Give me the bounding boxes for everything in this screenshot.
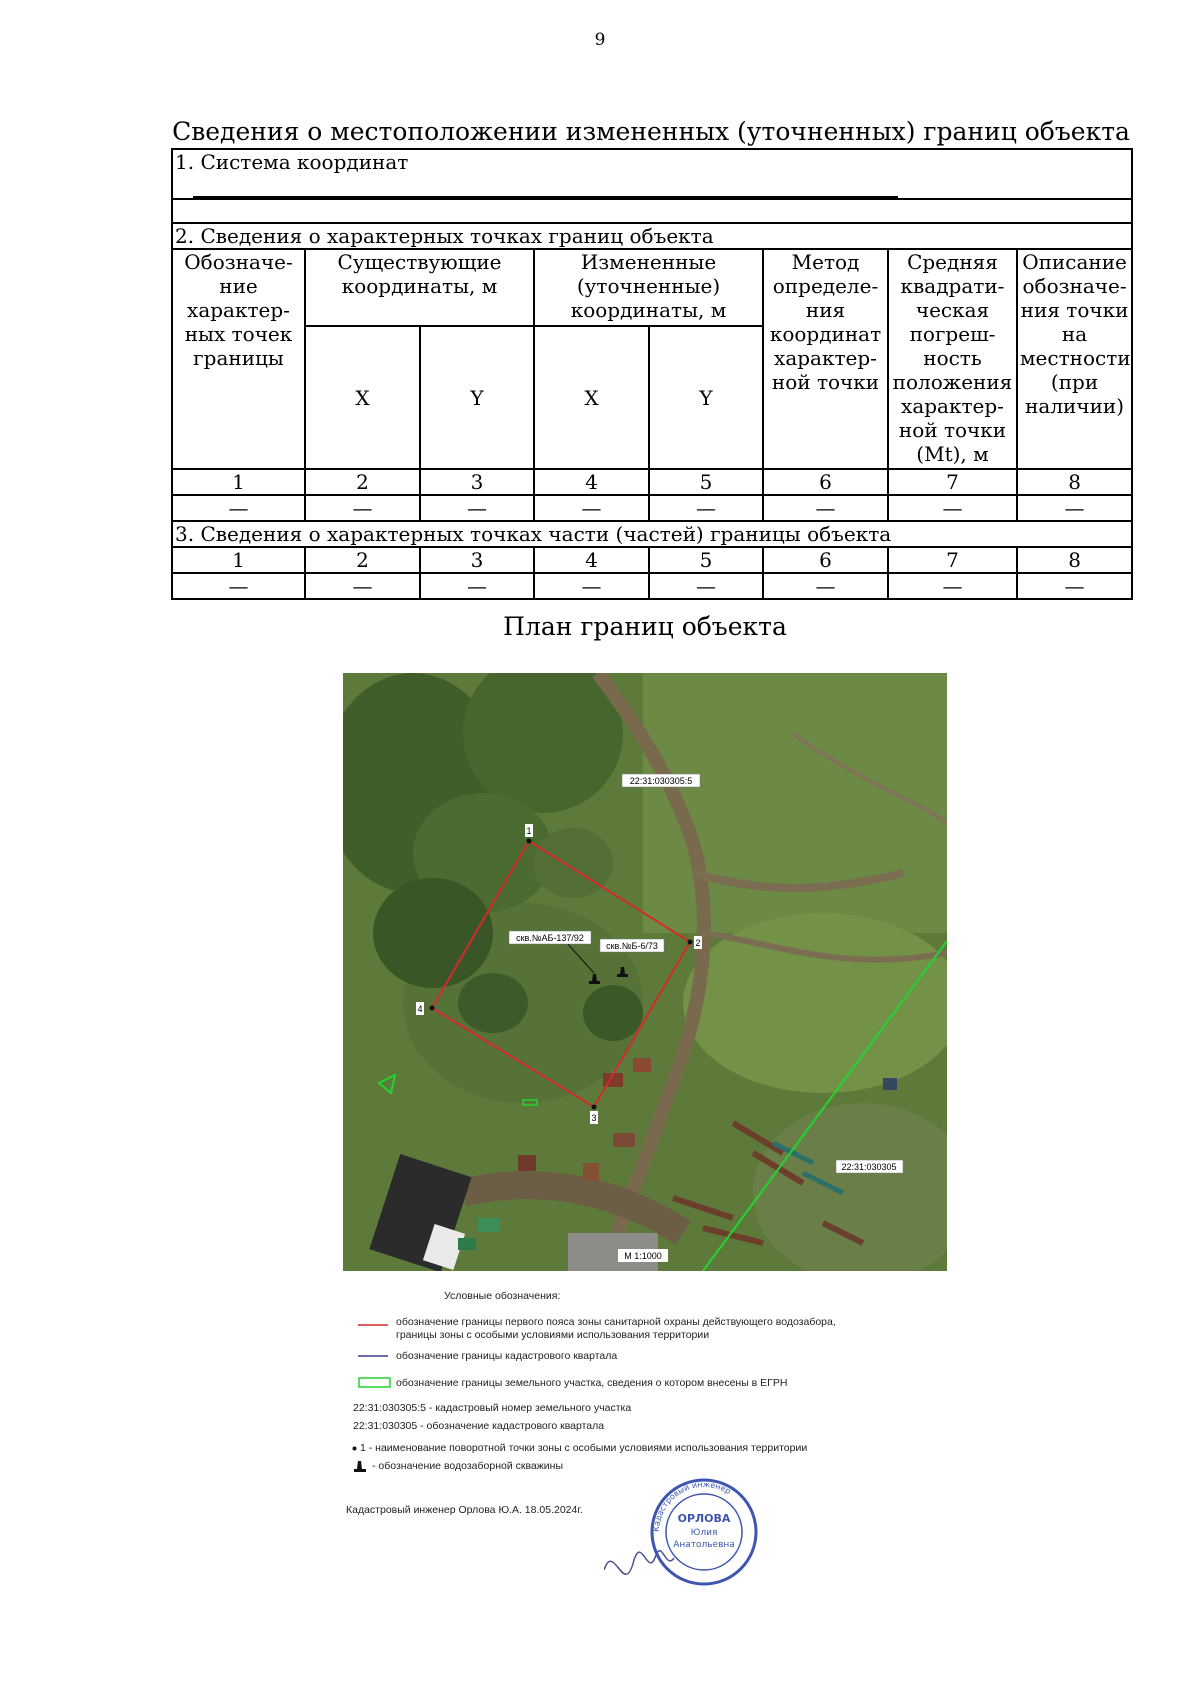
dash-cell: —	[420, 495, 534, 521]
point-dot-icon	[352, 1446, 357, 1451]
red-line-swatch	[358, 1323, 388, 1327]
col-number: 4	[534, 547, 649, 573]
structure	[583, 1163, 599, 1181]
dash-cell: —	[172, 495, 305, 521]
signature-line: Кадастровый инженер Орлова Ю.А. 18.05.2024г.	[346, 1504, 583, 1516]
header-mean-error: Средняя квадрати- ческая погреш- ность положения характер- ной точки (Mt), м	[888, 249, 1017, 469]
col-number: 2	[305, 547, 420, 573]
coord-system-blank-line	[193, 180, 898, 198]
point-label-1: 1	[526, 826, 532, 836]
header-description: Описание обозначе- ния точки на местности (при наличии)	[1017, 249, 1132, 469]
stamp-name-line-2: Юлия	[690, 1528, 718, 1538]
dash-row	[172, 495, 1132, 521]
engineer-stamp	[604, 1460, 764, 1620]
blue-line-swatch	[358, 1354, 388, 1358]
col-number: 7	[888, 547, 1017, 573]
dash-cell: —	[888, 573, 1017, 599]
legend-text-parcel-border: обозначение границы земельного участка, сведения о котором внесены в ЕГРН	[396, 1377, 788, 1389]
header-changed-x: X	[534, 326, 649, 469]
col-number: 7	[888, 469, 1017, 495]
page-number: 9	[594, 30, 606, 50]
structure	[613, 1133, 635, 1147]
legend-text-quarter-number: 22:31:030305 - обозначение кадастрового квартала	[353, 1420, 605, 1432]
col-number: 8	[1017, 547, 1132, 573]
col-number: 4	[534, 469, 649, 495]
vehicle	[458, 1238, 476, 1250]
dash-cell: —	[172, 573, 305, 599]
section-title: Сведения о местоположении измененных (уточненных) границ объекта	[172, 117, 1130, 146]
dash-cell: —	[534, 495, 649, 521]
map-scale-label: М 1:1000	[624, 1251, 662, 1261]
dash-cell: —	[420, 573, 534, 599]
structure	[518, 1155, 536, 1171]
header-changed-coords: Измененные (уточненные) координаты, м	[534, 249, 763, 326]
tree-canopy	[583, 985, 643, 1041]
tree-canopy	[458, 973, 528, 1033]
col-number: 1	[172, 469, 305, 495]
well-label-ab-137-92: скв.№АБ-137/92	[516, 933, 584, 943]
legend-text-parcel-number: 22:31:030305:5 - кадастровый номер земельного участка	[353, 1402, 632, 1414]
coord-system-row	[172, 149, 1132, 199]
header-method: Метод определе- ния координат характер- ной точки	[763, 249, 888, 469]
dash-cell: —	[649, 573, 763, 599]
well-label-b-6-73: скв.№Б-6/73	[606, 941, 658, 951]
section-2-label: 2. Сведения о характерных точках границ объекта	[172, 223, 1132, 249]
point-label-2: 2	[695, 938, 701, 948]
dash-cell: —	[763, 573, 888, 599]
col-number: 3	[420, 469, 534, 495]
dash-cell: —	[534, 573, 649, 599]
header-point-designation: Обозначе- ние характер- ных точек границы	[172, 249, 305, 469]
dash-cell: —	[305, 495, 420, 521]
dash-cell: —	[888, 495, 1017, 521]
structure	[633, 1058, 651, 1072]
stamp-name-line-1: ОРЛОВА	[677, 1512, 731, 1525]
dash-cell: —	[763, 495, 888, 521]
structure	[883, 1078, 897, 1090]
point-label-4: 4	[417, 1004, 423, 1014]
legend-text-well: - обозначение водозаборной скважины	[372, 1460, 564, 1472]
dash-cell: —	[649, 495, 763, 521]
section-3-label: 3. Сведения о характерных точках части (частей) границы объекта	[172, 521, 1132, 547]
parcel-number-label: 22:31:030305:5	[629, 776, 693, 786]
column-number-row	[172, 469, 1132, 495]
header-changed-y: Y	[649, 326, 763, 469]
legend-text-zone-border: обозначение границы первого пояса зоны санитарной охраны действующего водозабора, границы зоны с особыми условиями использования территории	[396, 1316, 836, 1341]
legend-text-turning-point: 1 - наименование поворотной точки зоны с особыми условиями использования территории	[360, 1442, 808, 1454]
dash-cell: —	[305, 573, 420, 599]
boundary-point-2	[688, 940, 693, 945]
col-number: 6	[763, 469, 888, 495]
boundary-point-4	[430, 1006, 435, 1011]
stamp-ring-text: Кадастровый инженер	[651, 1479, 733, 1533]
vehicle	[478, 1218, 500, 1232]
col-number: 5	[649, 547, 763, 573]
coordinates-table	[171, 148, 1133, 600]
header-existing-x: X	[305, 326, 420, 469]
legend-text-quarter-border: обозначение границы кадастрового квартала	[396, 1350, 618, 1362]
dash-cell: —	[1017, 495, 1132, 521]
boundary-point-3	[592, 1105, 597, 1110]
col-number: 8	[1017, 469, 1132, 495]
header-existing-coords: Существующие координаты, м	[305, 249, 534, 326]
col-number: 2	[305, 469, 420, 495]
quarter-number-label: 22:31:030305	[841, 1162, 897, 1172]
coord-system-empty-row	[172, 199, 1132, 223]
tree-canopy	[533, 828, 613, 898]
col-number: 3	[420, 547, 534, 573]
dash-row-2	[172, 573, 1132, 599]
plan-title: План границ объекта	[503, 612, 787, 641]
col-number: 1	[172, 547, 305, 573]
well-icon	[354, 1460, 366, 1474]
coord-system-label: 1. Система координат	[175, 150, 409, 174]
green-rect-swatch	[358, 1377, 392, 1389]
dash-cell: —	[1017, 573, 1132, 599]
boundary-plan-map	[343, 673, 947, 1271]
header-existing-y: Y	[420, 326, 534, 469]
col-number: 6	[763, 547, 888, 573]
stamp-name-line-3: Анатольевна	[673, 1540, 735, 1550]
legend-title: Условные обозначения:	[444, 1290, 561, 1302]
col-number: 5	[649, 469, 763, 495]
grass-area	[643, 673, 947, 933]
point-label-3: 3	[591, 1113, 597, 1123]
boundary-point-1	[527, 839, 532, 844]
column-number-row-2	[172, 547, 1132, 573]
